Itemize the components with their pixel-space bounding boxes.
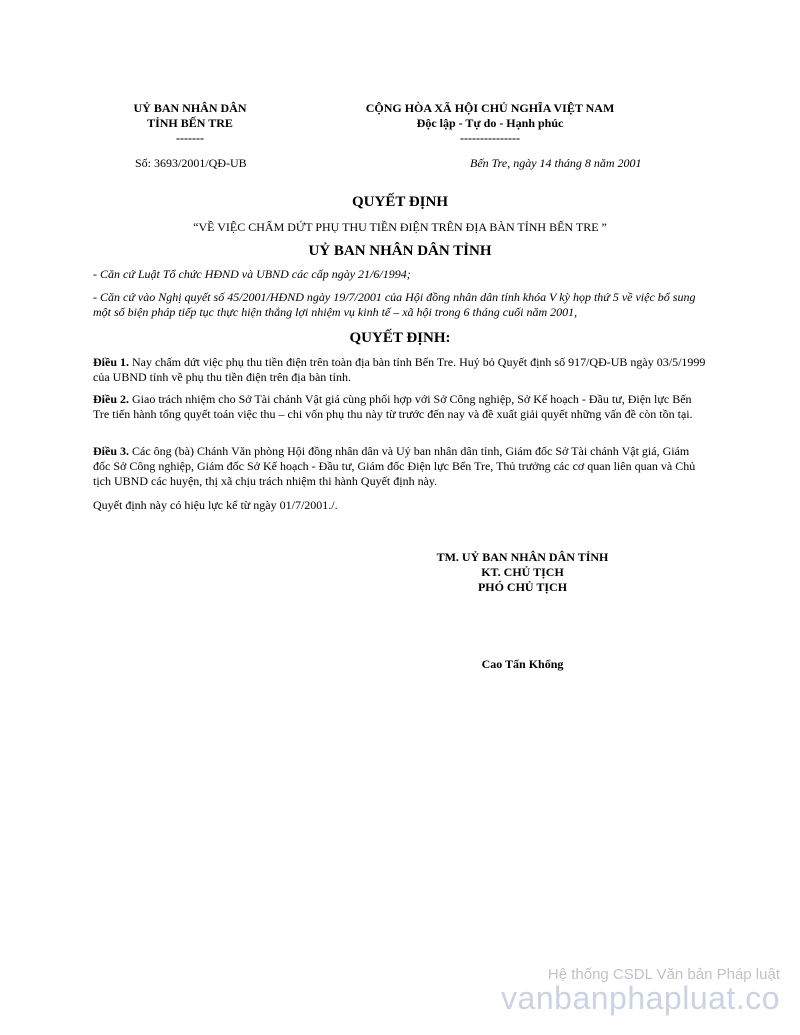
authority-rule: -------: [176, 131, 204, 145]
article-3-text: Các ông (bà) Chánh Văn phòng Hội đồng nhân dân và Uỷ ban nhân dân tỉnh, Giám đốc Sở Tài chánh Vật giá, Giám đốc Sở Công nghiệp, Giám đốc Sở Kế hoạch - Đầu tư, Giám đốc Điện lực Bến Tre, Thủ trưởng các cơ quan liên quan và Chủ tịch UBND các huyện, thị xã chịu trách nhiệm thi hành Quyết định này.: [93, 444, 696, 488]
article-3: [93, 444, 708, 489]
place-and-date: Bến Tre, ngày 14 tháng 8 năm 2001: [470, 156, 642, 170]
article-2-text: Giao trách nhiệm cho Sở Tài chánh Vật giá cùng phối hợp với Sở Công nghiệp, Sở Kế hoạch - Đầu tư, Điện lực Bến Tre tiến hành tổng quyết toán việc thu – chi vốn phụ thu này từ trước đến nay và đề xuất giải quyết những vấn đề còn tồn tại.: [93, 392, 693, 421]
signature-title: PHÓ CHỦ TỊCH: [477, 580, 568, 594]
article-1: [93, 355, 708, 385]
decision-heading: QUYẾT ĐỊNH:: [349, 330, 451, 346]
document-title: QUYẾT ĐỊNH: [352, 194, 448, 210]
signer-name: Cao Tấn Khổng: [481, 657, 564, 671]
article-2-label: Điều 2.: [93, 392, 129, 406]
issuing-authority: [110, 101, 270, 146]
signature-for-chairman: KT. CHỦ TỊCH: [481, 565, 564, 579]
authority-name: UỶ BAN NHÂN DÂN: [133, 101, 247, 115]
motto-rule: ---------------: [460, 131, 520, 145]
signature-on-behalf: TM. UỶ BAN NHÂN DÂN TỈNH: [436, 550, 609, 564]
legal-basis-2: - Căn cứ vào Nghị quyết số 45/2001/HĐND ngày 19/7/2001 của Hội đồng nhân dân tỉnh khóa V kỳ họp thứ 5 về việc bổ sung một số biện pháp tiếp tục thực hiện thắng lợi nhiệm vụ kinh tế – xã hội trong 6 tháng cuối năm 2001,: [93, 290, 696, 319]
country-name: CỘNG HÒA XÃ HỘI CHỦ NGHĨA VIỆT NAM: [365, 101, 615, 115]
watermark-site: vanbanphapluat.co: [501, 980, 780, 1016]
motto: Độc lập - Tự do - Hạnh phúc: [416, 116, 564, 130]
issuer-heading: UỶ BAN NHÂN DÂN TỈNH: [308, 243, 492, 259]
article-3-label: Điều 3.: [93, 444, 129, 458]
legal-basis-1: - Căn cứ Luật Tổ chức HĐND và UBND các cấp ngày 21/6/1994;: [93, 267, 411, 281]
signature-block: [400, 550, 645, 595]
national-motto: [330, 101, 650, 146]
article-1-text: Nay chấm dứt việc phụ thu tiền điện trên toàn địa bàn tỉnh Bến Tre. Huỷ bỏ Quyết định số 917/QĐ-UB ngày 03/5/1999 của UBND tỉnh về phụ thu tiền điện trên địa bàn tỉnh.: [93, 355, 706, 384]
document-number: Số: 3693/2001/QĐ-UB: [135, 156, 247, 170]
article-2: [93, 392, 708, 422]
authority-province: TỈNH BẾN TRE: [147, 116, 233, 130]
watermark-caption: Hệ thống CSDL Văn bản Pháp luật: [547, 966, 780, 983]
document-subject: “VỀ VIỆC CHẤM DỨT PHỤ THU TIỀN ĐIỆN TRÊN ĐỊA BÀN TỈNH BẾN TRE ”: [193, 220, 607, 234]
article-1-label: Điều 1.: [93, 355, 129, 369]
effective-clause: Quyết định này có hiệu lực kể từ ngày 01/7/2001./.: [93, 498, 338, 512]
